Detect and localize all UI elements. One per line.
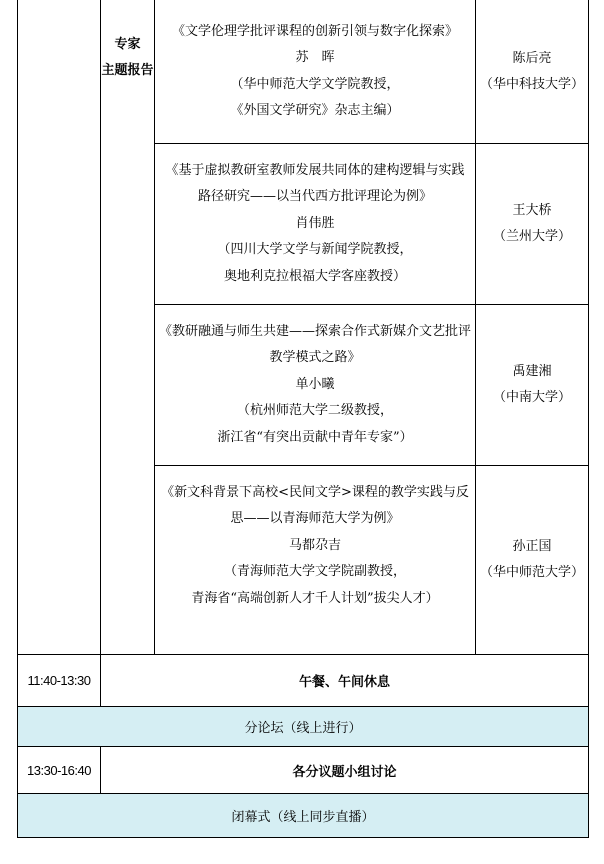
chair-cell-4	[476, 466, 588, 654]
speaker-name: 肖伟胜	[295, 215, 335, 231]
chair-cell-1	[476, 0, 588, 143]
speaker-affiliation: 青海省“高端创新人才千人计划”拔尖人才）	[191, 590, 439, 606]
border-line	[100, 0, 101, 654]
banner-text: 分论坛（线上进行）	[244, 721, 362, 736]
chair-cell-2	[476, 144, 588, 304]
talk-cell-2	[155, 144, 475, 304]
chair-affiliation: （华中科技大学）	[479, 76, 584, 92]
chair-cell-3	[476, 305, 588, 465]
talk-title: 《教研融通与师生共建——探索合作式新媒介文艺批评	[158, 323, 471, 339]
chair-name: 王大桥	[512, 203, 552, 218]
chair-affiliation: （华中师范大学）	[479, 565, 584, 580]
session-label-line1: 专家	[114, 37, 141, 52]
time-slot: 13:30-16:40	[27, 762, 91, 778]
border-line	[588, 0, 589, 838]
chair-name: 禹建湘	[512, 364, 552, 379]
session-label	[101, 32, 154, 86]
speaker-affiliation: （四川大学文学与新闻学院教授，	[217, 242, 413, 258]
talk-cell-1	[155, 0, 475, 143]
banner-text: 闭幕式（线上同步直播）	[231, 810, 375, 825]
talk-title: 路径研究——以当代西方批评理论为例》	[197, 189, 432, 205]
speaker-name: 马都尕吉	[288, 537, 341, 553]
talk-cell-3	[155, 305, 475, 465]
talk-title: 《文学伦理学批评课程的创新引领与数字化探索》	[171, 23, 458, 39]
session-label-line2: 主题报告	[101, 63, 154, 78]
speaker-affiliation: （青海师范大学文学院副教授，	[223, 564, 406, 580]
talk-title: 教学模式之路》	[269, 350, 361, 366]
talk-title: 《新文科背景下高校<民间文学>课程的教学实践与反	[161, 484, 469, 500]
chair-affiliation: （兰州大学）	[492, 229, 571, 244]
speaker-affiliation: 浙江省“有突出贡献中青年专家”）	[217, 429, 413, 445]
speaker-name: 苏 晖	[295, 50, 335, 66]
chair-name: 陈后亮	[512, 50, 552, 66]
talk-title: 《基于虚拟教研室教师发展共同体的建构逻辑与实践	[165, 162, 465, 178]
speaker-affiliation: （杭州师范大学二级教授，	[236, 403, 393, 419]
speaker-affiliation: 《外国文学研究》杂志主编）	[230, 102, 400, 118]
time-slot: 11:40-13:30	[27, 673, 91, 688]
chair-name: 孙正国	[512, 539, 552, 554]
talk-cell-4	[155, 466, 475, 626]
chair-affiliation: （中南大学）	[492, 390, 571, 405]
event-name: 午餐、午间休息	[298, 675, 390, 690]
speaker-affiliation: 奥地利克拉根福大学客座教授）	[223, 268, 406, 284]
talk-title: 思——以青海师范大学为例》	[230, 511, 400, 527]
speaker-affiliation: （华中师范大学文学院教授，	[230, 76, 400, 92]
border-line	[17, 837, 589, 838]
event-name: 各分议题小组讨论	[292, 764, 397, 780]
speaker-name: 单小曦	[295, 376, 335, 392]
